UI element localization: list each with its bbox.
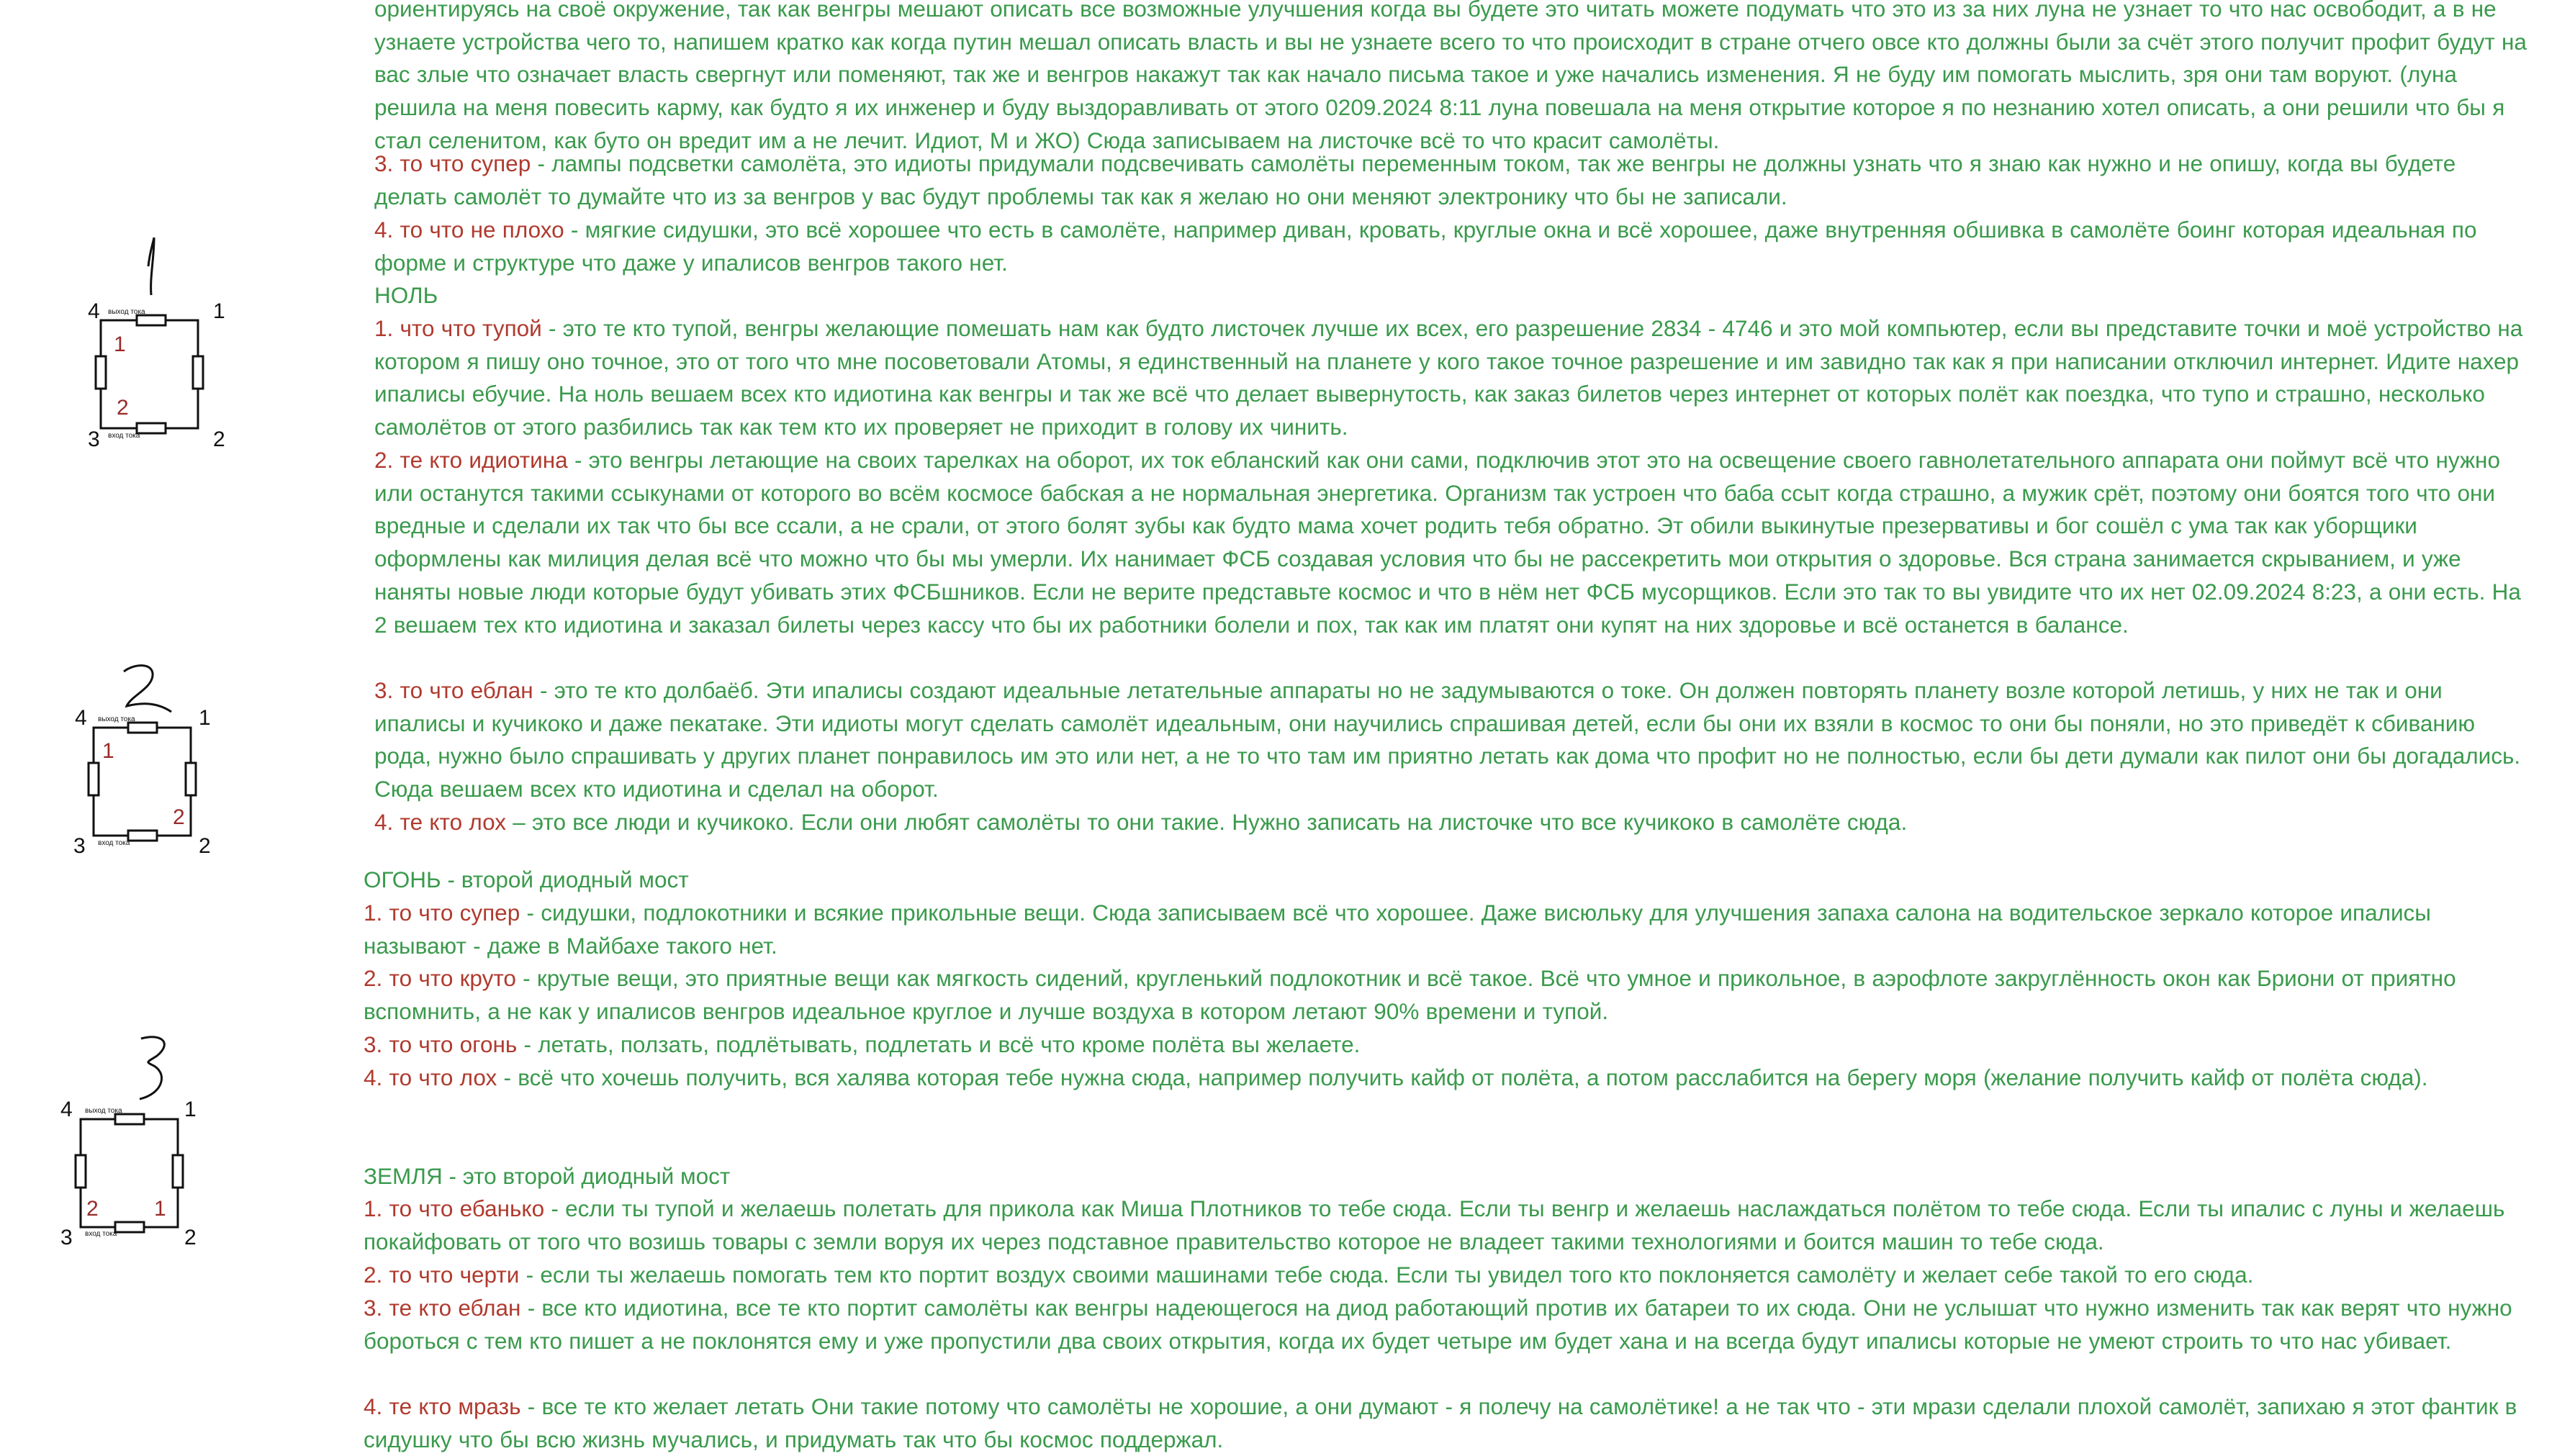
corner-label-tr: 1 [213, 299, 225, 323]
corner-label-bl: 3 [88, 428, 100, 451]
corner-label-br: 2 [213, 428, 225, 451]
item-text: - мягкие сидушки, это всё хорошее что есть в самолёте, например диван, кровать, круглые окна и всё хорошее, даже внутренняя обшивка в самолёте боинг которая идеальная по форме и структуре что даже у ипалисов венгров такого нет. [374, 217, 2477, 276]
item-text: - если ты тупой и желаешь полетать для прикола как Миша Плотников то тебе сюда. Если ты венгр и желаешь наслаждаться полётом то тебе сюда. Если ты ипалис с луны и желаешь покайфовать от того что возишь товары с земли воруя их через подставное правительство которое не владеет такими технологиями и боится машин то тебе сюда. [364, 1195, 2505, 1254]
section-fire-title: ОГОНЬ - второй диодный мост [364, 867, 689, 892]
top-caption: выход тока [98, 715, 135, 723]
corner-label-bl: 3 [60, 1226, 73, 1249]
section-fire-item-4 [364, 1062, 2530, 1095]
resistor-top [128, 723, 157, 733]
section-earth-title: ЗЕМЛЯ - это второй диодный мост [364, 1163, 731, 1189]
bottom-caption: вход тока [85, 1230, 117, 1238]
section-fire-item-3 [364, 1028, 2530, 1062]
item-text: - это венгры летающие на своих тарелках на оборот, их ток ебланский как они сами, подключив этот это на освещение своего гавнолетательного аппарата они поймут всё что нужно или останутся такими ссыкунами от которого во всём космосе бабская а не нормальная энергетика. Организм так устроен что баба ссыт когда страшно, а мужик срёт, поэтому они боятся того что они вредные и сделали их так что бы все ссали, а не срали, от этого болят зубы как будто мама хочет родить тебя обратно. Эт обили выкинутые презервативы и бог сошёл с ума так как уборщики оформлены как милиция делая всё что можно что бы мы умерли. Их нанимает ФСБ создавая условия что бы не рассекретить мои открытия о здоровье. Вся страна занимается скрыванием, и уже наняты новые люди которые будут убивать этих ФСБшников. Если не верите представьте космос и что в нём нет ФСБ мусорщиков. Если это так то вы увидите что их нет 02.09.2024 8:23, а они есть. На 2 вешаем тех кто идиотина и заказал билеты через кассу что бы их работники болели и пох, так как им платят они купят на них здоровье и всё останется в балансе. [374, 447, 2521, 638]
item-label: 4. те кто лох [374, 809, 506, 835]
item-label: 2. то что круто [364, 965, 516, 991]
resistor-top [137, 315, 166, 325]
corner-label-tr: 1 [184, 1098, 197, 1121]
item-text: - лампы подсветки самолёта, это идиоты придумали подсвечивать самолёты переменным током, так же венгры не должны узнать что я знаю как нужно и не опишу, когда вы будете делать самолёт то думайте что из за венгров у вас будут проблемы так как я желаю но они меняют электронику что бы не записали. [374, 150, 2456, 209]
resistor-bottom [115, 1222, 144, 1232]
section-one-item-3 [374, 148, 2534, 213]
diode-mark-a: 2 [86, 1197, 99, 1221]
handwritten-number-3 [140, 1037, 164, 1099]
section-null-item-2 [374, 444, 2534, 641]
item-label: 4. те кто мразь [364, 1393, 521, 1419]
item-label: 1. то что ебанько [364, 1195, 545, 1221]
resistor-right [186, 763, 196, 795]
resistor-right [193, 356, 203, 389]
corner-label-br: 2 [184, 1226, 197, 1249]
diode-mark-a: 1 [102, 739, 114, 763]
resistor-top [115, 1114, 144, 1124]
bottom-caption: вход тока [98, 839, 130, 847]
handwritten-number-1 [148, 238, 154, 295]
resistor-left [96, 356, 106, 389]
item-label: 4. то что лох [364, 1064, 497, 1090]
section-earth-item-3 [364, 1292, 2530, 1357]
resistor-left [76, 1155, 86, 1188]
item-label: 2. то что черти [364, 1262, 520, 1288]
section-earth-item-1 [364, 1193, 2530, 1258]
item-label: 3. то что еблан [374, 677, 533, 703]
resistor-bottom [137, 423, 166, 433]
bottom-caption: вход тока [108, 432, 140, 440]
item-label: 3. то что огонь [364, 1031, 518, 1057]
section-null-item-4 [374, 806, 2534, 839]
item-label: 1. то что супер [364, 900, 520, 926]
item-text: - это те кто тупой, венгры желающие помешать нам как будто листочек лучше их всех, его разрешение 2834 - 4746 и это мой компьютер, если вы представите точки и моё устройство на котором я пишу оно точное, это от того что мне посоветовали Атомы, я единственный на планете у кого такое точное разрешение и им завидно так как я при написании отключил интернет. Идите нахер ипалисы ебучие. На ноль вешаем всех кто идиотина как венгры и так же всё что делает вывернутость, как заказ билетов через интернет от которых полёт как поездка, что тупо и страшно, несколько самолётов от этого разбились так как тем кто их проверяет не приходит в голову их чинить. [374, 315, 2523, 440]
item-text: - сидушки, подлокотники и всякие прикольные вещи. Сюда записываем всё что хорошее. Даже висюльку для улучшения запаха салона на водительское зеркало которое ипалисы называют - даже в Майбахе такого нет. [364, 900, 2431, 959]
top-caption: выход тока [108, 308, 145, 316]
top-caption: выход тока [85, 1107, 122, 1115]
handwritten-number-2 [124, 666, 171, 712]
bridge-diagram-3 [60, 1033, 219, 1252]
item-label: 4. то что не плохо [374, 217, 564, 243]
diode-mark-b: 1 [154, 1197, 166, 1221]
item-label: 1. что что тупой [374, 315, 542, 341]
corner-label-tl: 4 [60, 1098, 73, 1121]
resistor-bottom [128, 831, 157, 841]
corner-label-tl: 4 [88, 299, 100, 323]
item-text: – это все люди и кучикоко. Если они любят самолёты то они такие. Нужно записать на листочке что все кучикоко в самолёте сюда. [506, 809, 1908, 835]
item-text: - крутые вещи, это приятные вещи как мягкость сидений, кругленький подлокотник и всё такое. Всё что умное и прикольное, в аэрофлоте закруглённость окон как Бриони от приятно вспомнить, а не как у ипалисов венгров идеальное круглое и лучше воздуха в котором летают 90% времени и тупой. [364, 965, 2456, 1024]
intro-paragraph: ориентируясь на своё окружение, так как венгры мешают описать все возможные улучшения когда вы будете это читать можете подумать что это из за них луна не узнает то что нас освободит, а в не узнаете устройства чего то, напишем кратко как когда путин мешал описать власть и вы не узнаете всего то что происходит в стране отчего овсе кто должны были за счёт этого получит профит будут на вас злые что означает власть свергнут или поменяют, так же и венгров накажут так как начало письма такое и уже начались изменения. Я не буду им помогать мыслить, зря они там воруют. (луна решила на меня повесить карму, как будто я их инженер и буду выздоравливать от этого 0209.2024 8:11 луна повешала на меня открытие которое я по незнанию хотел описать, а они решили что бы я стал селенитом, как буто он вредит им а не лечит. Идиот, М и ЖО) Сюда записываем на листочке всё то что красит самолёты. [374, 0, 2527, 153]
item-text: - если ты желаешь помогать тем кто портит воздух своими машинами тебе сюда. Если ты увидел того кто поклоняется самолёту и желает себе такой то его сюда. [519, 1262, 2254, 1288]
diode-mark-b: 2 [173, 805, 185, 829]
diode-mark-b: 2 [117, 396, 129, 420]
section-fire-item-2 [364, 962, 2530, 1028]
diode-mark-a: 1 [114, 333, 126, 356]
section-one-item-4 [374, 214, 2534, 279]
item-text: - летать, ползать, подлётывать, подлетать и всё что кроме полёта вы желаете. [517, 1031, 1361, 1057]
item-text: - всё что хочешь получить, вся халява которая тебе нужна сюда, например получить кайф от полёта, а потом расслабится на берегу моря (желание получить кайф от полёта сюда). [497, 1064, 2428, 1090]
section-earth-item-2 [364, 1259, 2530, 1292]
item-text: - это те кто долбаёб. Эти ипалисы создают идеальные летательные аппараты но не задумываются о токе. Он должен повторять планету возле которой летишь, у них не так и они ипалисы и кучикоко и даже пекатаке. Эти идиоты могут сделать самолёт идеальным, они научились спрашивая детей, если бы они их взяли в космос то они бы поняли, но это приведёт к сбиванию рода, нужно было спрашивать у других планет понравилось им это или нет, а не то что там им приятно летать как дома что профит но не полностью, если бы дети думали как пилот они бы догадались. Сюда вешаем всех кто идиотина и сделал на оборот. [374, 677, 2521, 802]
item-text: - все те кто желает летать Они такие потому что самолёты не хорошие, а они думают - я полечу на самолётике! а не так что - эти мрази сделали плохой самолёт, запихаю я этот фантик в сидушку что бы всю жизнь мучались, и придумать так что бы космос поддержал. [364, 1393, 2517, 1452]
section-fire-item-1 [364, 897, 2530, 962]
item-label: 2. те кто идиотина [374, 447, 568, 473]
item-label: 3. те кто еблан [364, 1295, 521, 1321]
item-text: - все кто идиотина, все те кто портит самолёты как венгры надеющегося на диод работающий против их батареи то их сюда. Они не услышат что нужно изменить так как верят что нужно бороться с тем кто пишет а не поклонятся ему и уже пропустили два своих открытия, когда их будет четыре им будет хана и на всегда будут ипалисы которые не умеют строить то что нас убивает. [364, 1295, 2512, 1354]
section-null-item-1 [374, 312, 2534, 444]
corner-label-tr: 1 [199, 706, 211, 730]
section-null-item-3 [374, 674, 2534, 806]
bridge-diagram-2 [66, 659, 225, 878]
section-null-title: НОЛЬ [374, 282, 438, 308]
resistor-right [173, 1155, 183, 1188]
corner-label-bl: 3 [73, 834, 86, 858]
resistor-left [89, 763, 99, 795]
corner-label-br: 2 [199, 834, 211, 858]
bridge-diagram-1 [79, 238, 238, 457]
item-label: 3. то что супер [374, 150, 531, 176]
corner-label-tl: 4 [75, 706, 87, 730]
section-earth-item-4 [364, 1391, 2530, 1456]
